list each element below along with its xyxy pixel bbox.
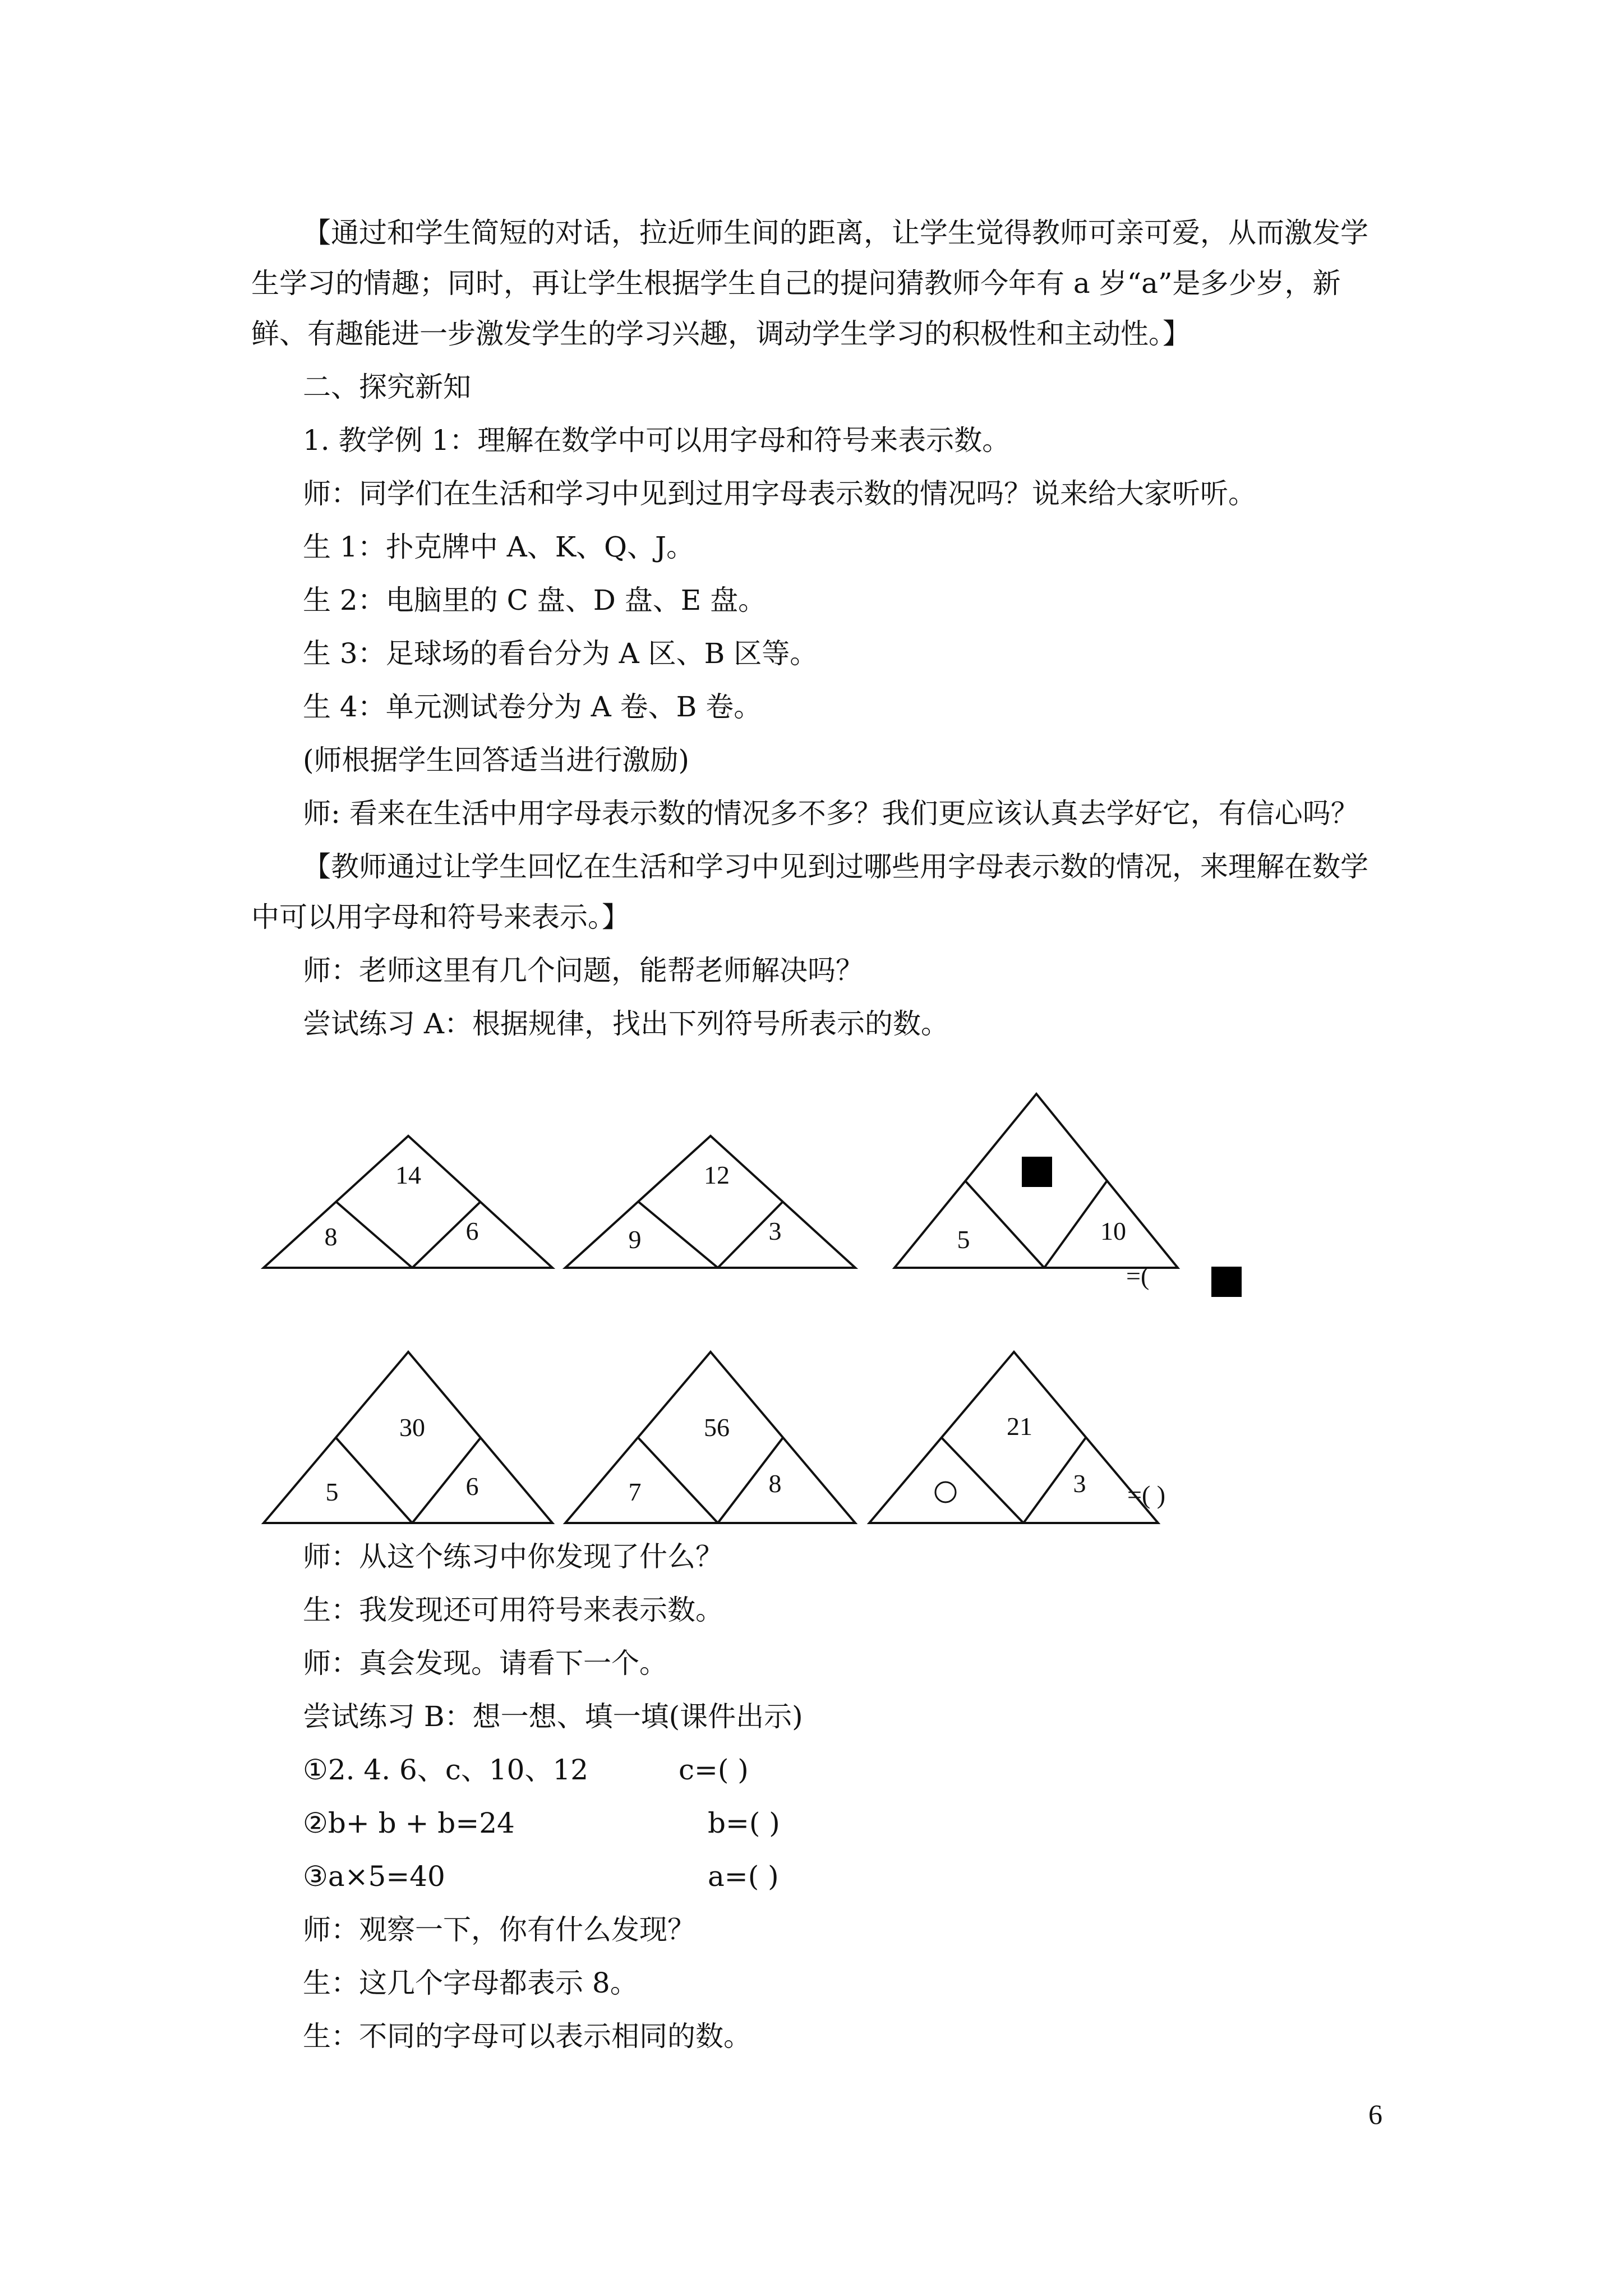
dialogue-line: 师: 看来在生活中用字母表示数的情况多不多？我们更应该认真去学好它，有信心吗？ <box>303 797 1359 830</box>
triangle-4-top: 30 <box>399 1413 425 1442</box>
row1-answer: =( <box>1126 1262 1150 1290</box>
dialogue-line: 师：老师这里有几个问题，能帮老师解决吗？ <box>303 954 864 987</box>
row2-answer: =( ) <box>1127 1480 1166 1509</box>
dialogue-line: 生：这几个字母都表示 8。 <box>303 1967 638 1999</box>
triangle-1-left: 8 <box>324 1222 338 1251</box>
triangle-4-right: 6 <box>465 1472 479 1501</box>
triangle-6-right: 3 <box>1073 1469 1086 1498</box>
triangle-2-right: 3 <box>768 1217 782 1245</box>
dialogue-line: 师：从这个练习中你发现了什么？ <box>303 1540 723 1573</box>
paragraph-line: 【教师通过让学生回忆在生活和学习中见到过哪些用字母表示数的情况，来理解在数学 <box>303 850 1368 883</box>
dialogue-line: 生 2：电脑里的 C 盘、D 盘、E 盘。 <box>303 584 767 616</box>
black-square-answer <box>1211 1267 1242 1297</box>
circle-symbol <box>935 1482 956 1502</box>
triangle-1-top: 14 <box>395 1161 421 1189</box>
exercise-item-answer: c=( ) <box>679 1754 749 1786</box>
exercise-item-answer: b=( ) <box>708 1807 780 1839</box>
black-square-symbol <box>1022 1157 1052 1187</box>
dialogue-line: 生 4：单元测试卷分为 A 卷、B 卷。 <box>303 691 762 723</box>
paragraph-line: 中可以用字母和符号来表示。】 <box>251 901 630 933</box>
triangle-5-left: 7 <box>628 1478 642 1506</box>
dialogue-line: 生 1：扑克牌中 A、K、Q、J。 <box>303 531 695 563</box>
exercise-item-left: ②b+ b + b=24 <box>303 1807 515 1839</box>
dialogue-line: 生：不同的字母可以表示相同的数。 <box>303 2020 751 2053</box>
triangle-3-left: 5 <box>957 1225 970 1254</box>
dialogue-line: 师：同学们在生活和学习中见到过用字母表示数的情况吗？说来给大家听听。 <box>303 477 1256 510</box>
triangle-1 <box>264 1136 552 1268</box>
triangle-4-left: 5 <box>325 1478 339 1506</box>
exercise-item-left: ③a×5=40 <box>303 1860 445 1893</box>
dialogue-line: 生：我发现还可用符号来表示数。 <box>303 1594 723 1626</box>
triangle-3-right: 10 <box>1100 1217 1126 1245</box>
paragraph-line: 生学习的情趣；同时，再让学生根据学生自己的提问猜教师今年有 a 岁“a”是多少岁，新 <box>251 267 1341 300</box>
exercise-heading: 尝试练习 A：根据规律，找出下列符号所表示的数。 <box>303 1007 949 1040</box>
paragraph-line: 鲜、有趣能进一步激发学生的学习兴趣，调动学生学习的积极性和主动性。】 <box>251 318 1191 350</box>
triangle-2 <box>565 1136 855 1268</box>
triangle-2-top: 12 <box>704 1161 730 1189</box>
paragraph-line: 【通过和学生简短的对话，拉近师生间的距离，让学生觉得教师可亲可爱，从而激发学 <box>303 217 1368 249</box>
exercise-item-answer: a=( ) <box>708 1860 779 1893</box>
triangle-5-right: 8 <box>768 1469 782 1498</box>
note-line: (师根据学生回答适当进行激励) <box>303 744 690 776</box>
triangle-6-top: 21 <box>1007 1412 1032 1441</box>
section-heading: 二、探究新知 <box>303 371 471 403</box>
dialogue-line: 师：观察一下，你有什么发现？ <box>303 1913 695 1946</box>
dialogue-line: 生 3：足球场的看台分为 A 区、B 区等。 <box>303 637 818 670</box>
triangle-1-right: 6 <box>465 1217 479 1245</box>
triangle-2-left: 9 <box>628 1225 642 1254</box>
triangle-5-top: 56 <box>704 1413 730 1442</box>
exercise-heading: 尝试练习 B：想一想、填一填(课件出示) <box>303 1700 803 1733</box>
exercise-item-left: ①2. 4. 6、c、10、12 <box>303 1754 589 1786</box>
dialogue-line: 师：真会发现。请看下一个。 <box>303 1647 667 1680</box>
page-number: 6 <box>1368 2099 1382 2130</box>
example-heading: 1. 教学例 1：理解在数学中可以用字母和符号来表示数。 <box>303 424 1011 457</box>
